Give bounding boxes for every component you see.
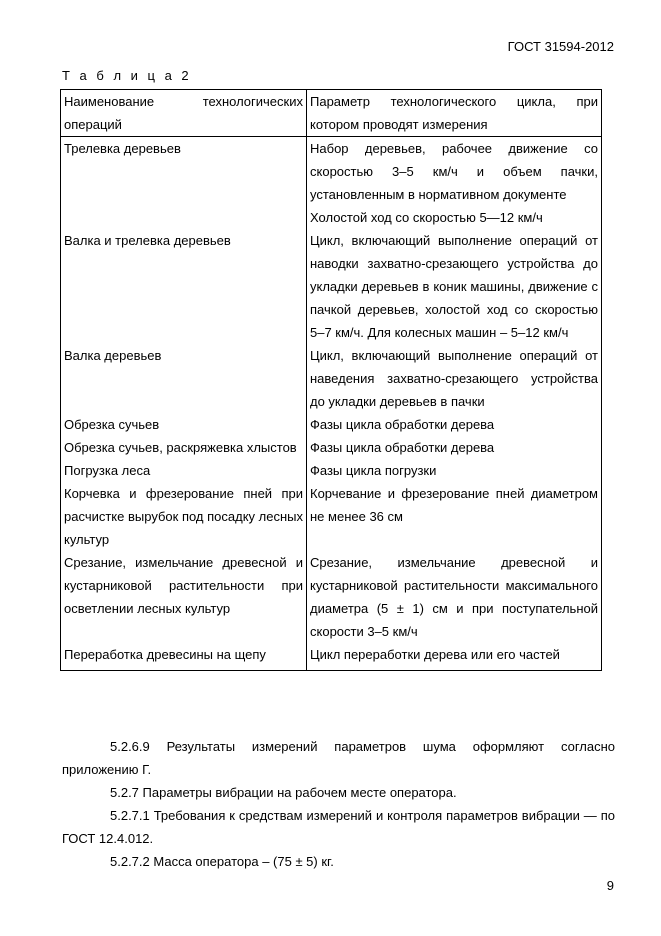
operation-cell: Обрезка сучьев xyxy=(61,413,307,436)
paragraph-5-2-6-9: 5.2.6.9 Результаты измерений параметров шума оформляют согласно приложению Г. xyxy=(62,739,615,777)
operation-cell: Обрезка сучьев, раскряжевка хлыстов xyxy=(61,436,307,459)
parameter-cell: Цикл, включающий выполнение операций от наводки захватно-срезающего устройства до укладки деревьев в коник машины, движение с пачкой деревьев, холостой ход со скоростью 5–7 км/ч. Для колесных машин – 5–12 км/ч xyxy=(307,229,602,344)
table-row xyxy=(61,413,602,436)
paragraph-5-2-7-2: 5.2.7.2 Масса оператора – (75 ± 5) кг. xyxy=(110,854,334,869)
body-text xyxy=(62,735,615,873)
table-caption: Т а б л и ц а 2 xyxy=(62,68,192,83)
operation-cell: Валка и трелевка деревьев xyxy=(61,229,307,344)
parameter-cell: Срезание, измельчание древесной и кустарниковой растительности максимального диаметра (5 ± 1) см и при поступательной скорости 3–5 км/ч xyxy=(307,551,602,643)
paragraph-5-2-7: 5.2.7 Параметры вибрации на рабочем месте оператора. xyxy=(110,785,457,800)
parameter-cell: Набор деревьев, рабочее движение со скоростью 3–5 км/ч и объем пачки, установленным в нормативном документе Холостой ход со скоростью 5—12 км/ч xyxy=(307,137,602,230)
parameter-cell: Фазы цикла погрузки xyxy=(307,459,602,482)
operation-cell: Трелевка деревьев xyxy=(61,137,307,230)
operations-table xyxy=(60,89,602,671)
column-header-parameter: Параметр технологического цикла, при котором проводят измерения xyxy=(307,90,602,137)
standard-number: ГОСТ 31594-2012 xyxy=(507,39,614,54)
operation-cell: Корчевка и фрезерование пней при расчистке вырубок под посадку лесных культур xyxy=(61,482,307,551)
operation-cell: Срезание, измельчание древесной и кустарниковой растительности при осветлении лесных культур xyxy=(61,551,307,643)
column-header-operation: Наименование технологических операций xyxy=(61,90,307,137)
parameter-cell: Фазы цикла обработки дерева xyxy=(307,413,602,436)
table-row xyxy=(61,643,602,671)
parameter-cell: Цикл, включающий выполнение операций от наведения захватно-срезающего устройства до укладки деревьев в пачки xyxy=(307,344,602,413)
table-row xyxy=(61,344,602,413)
page-number: 9 xyxy=(606,878,614,893)
operation-cell: Переработка древесины на щепу xyxy=(61,643,307,671)
table-row xyxy=(61,551,602,643)
parameter-cell: Фазы цикла обработки дерева xyxy=(307,436,602,459)
table-row xyxy=(61,482,602,551)
table-row xyxy=(61,436,602,459)
operation-cell: Валка деревьев xyxy=(61,344,307,413)
operation-cell: Погрузка леса xyxy=(61,459,307,482)
table-row xyxy=(61,459,602,482)
table-row xyxy=(61,229,602,344)
table-row xyxy=(61,137,602,230)
paragraph-5-2-7-1: 5.2.7.1 Требования к средствам измерений и контроля параметров вибрации — по ГОСТ 12.4.012. xyxy=(62,808,615,846)
table-header-row xyxy=(61,90,602,137)
table-body xyxy=(61,137,602,671)
parameter-cell: Корчевание и фрезерование пней диаметром не менее 36 см xyxy=(307,482,602,551)
parameter-cell: Цикл переработки дерева или его частей xyxy=(307,643,602,671)
